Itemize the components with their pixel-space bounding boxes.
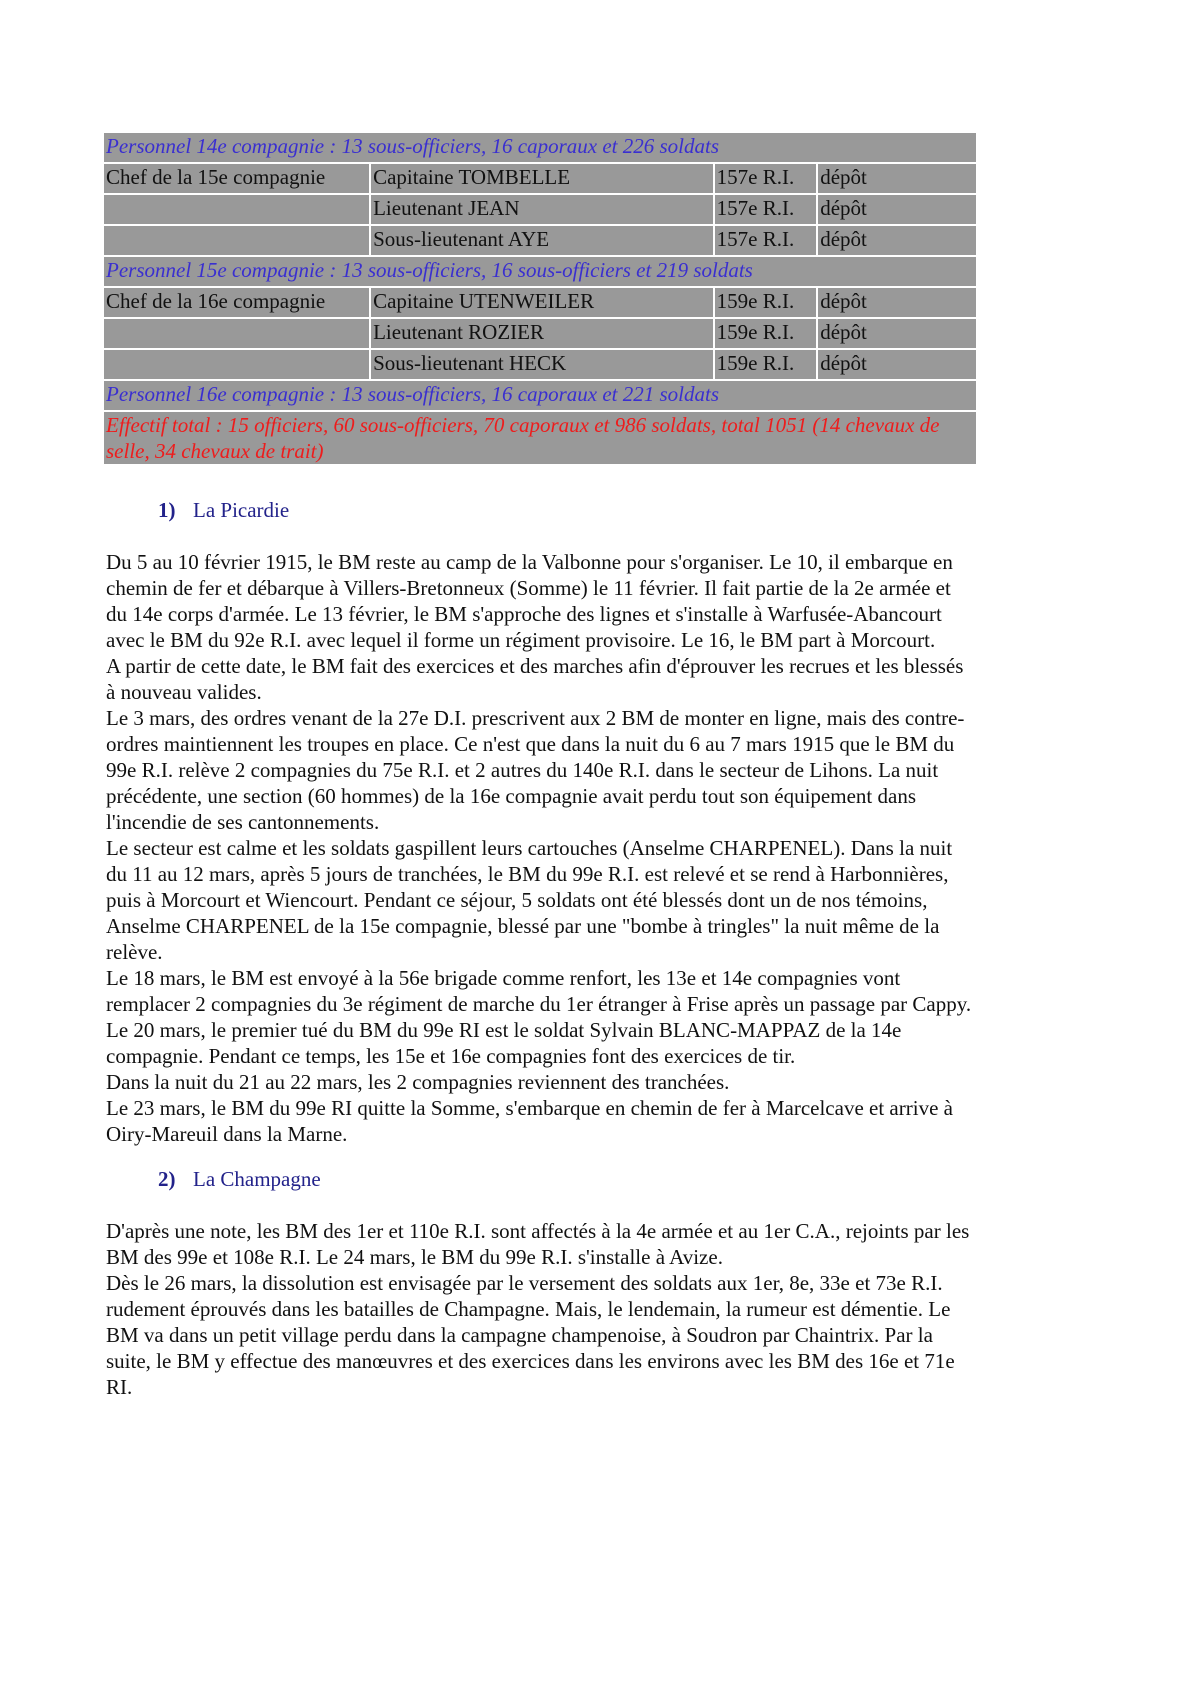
cell-origin: dépôt xyxy=(818,350,976,379)
table-row xyxy=(104,381,976,410)
text-line: chemin de fer et débarque à Villers-Bretonneux (Somme) le 11 février. Il fait partie de la 2e armée et xyxy=(106,576,951,600)
table-row xyxy=(104,350,976,379)
cell-name: Sous-lieutenant HECK xyxy=(371,350,713,379)
table-row xyxy=(104,319,976,348)
text-line: Le 23 mars, le BM du 99e RI quitte la Somme, s'embarque en chemin de fer à Marcelcave et arrive à xyxy=(106,1096,953,1120)
text-line: suite, le BM y effectue des manœuvres et des exercices dans les environs avec les BM des 16e et 71e xyxy=(106,1349,955,1373)
section-text-champagne xyxy=(106,1218,969,1400)
text-line: D'après une note, les BM des 1er et 110e R.I. sont affectés à la 4e armée et au 1er C.A., rejoints par les xyxy=(106,1219,970,1243)
section-number: 1) xyxy=(158,498,176,522)
section-title: La Picardie xyxy=(193,498,290,522)
section-title: La Champagne xyxy=(193,1167,321,1191)
text-line: Dès le 26 mars, la dissolution est envisagée par le versement des soldats aux 1er, 8e, 33e et 73e R.I. xyxy=(106,1271,943,1295)
text-line: du 11 au 12 mars, après 5 jours de tranchées, le BM du 99e R.I. est relevé et se rend à Harbonnières, xyxy=(106,862,949,886)
text-line: Le secteur est calme et les soldats gaspillent leurs cartouches (Anselme CHARPENEL). Dans la nuit xyxy=(106,836,953,860)
table-row xyxy=(104,412,976,464)
table-row xyxy=(104,226,976,255)
section-number: 2) xyxy=(158,1167,176,1191)
text-line: l'incendie de ses cantonnements. xyxy=(106,810,380,834)
text-line: Le 20 mars, le premier tué du BM du 99e RI est le soldat Sylvain BLANC-MAPPAZ de la 14e xyxy=(106,1018,902,1042)
text-line: du 14e corps d'armée. Le 13 février, le BM s'approche des lignes et s'installe à Warfusée-Abancourt xyxy=(106,602,942,626)
cell-role xyxy=(104,319,369,348)
cell-role: Chef de la 15e compagnie xyxy=(104,164,369,193)
company-personnel-summary: Personnel 14e compagnie : 13 sous-officiers, 16 caporaux et 226 soldats xyxy=(104,133,976,162)
cell-name: Sous-lieutenant AYE xyxy=(371,226,713,255)
text-line: précédente, une section (60 hommes) de la 16e compagnie avait perdu tout son équipement dans xyxy=(106,784,916,808)
text-line: BM des 99e et 108e R.I. Le 24 mars, le BM du 99e R.I. s'installe à Avize. xyxy=(106,1245,723,1269)
text-line: rudement éprouvés dans les batailles de Champagne. Mais, le lendemain, la rumeur est démentie. Le xyxy=(106,1297,951,1321)
text-line: compagnie. Pendant ce temps, les 15e et 16e compagnies font des exercices de tir. xyxy=(106,1044,796,1068)
text-line: remplacer 2 compagnies du 3e régiment de marche du 1er étranger à Frise après un passage par Cappy. xyxy=(106,992,972,1016)
section-heading-picardie xyxy=(158,498,289,523)
text-line: Anselme CHARPENEL de la 15e compagnie, blessé par une "bombe à tringles" la nuit même de la xyxy=(106,914,940,938)
text-line: Le 3 mars, des ordres venant de la 27e D.I. prescrivent aux 2 BM de monter en ligne, mais des contre- xyxy=(106,706,965,730)
section-text-picardie xyxy=(106,549,971,1147)
table-row xyxy=(104,164,976,193)
company-personnel-summary: Personnel 16e compagnie : 13 sous-officiers, 16 caporaux et 221 soldats xyxy=(104,381,976,410)
text-line: puis à Morcourt et Wiencourt. Pendant ce séjour, 5 soldats ont été blessés dont un de nos témoins, xyxy=(106,888,928,912)
cell-role xyxy=(104,195,369,224)
text-line: RI. xyxy=(106,1375,133,1399)
cell-role xyxy=(104,350,369,379)
cell-origin: dépôt xyxy=(818,319,976,348)
cell-unit: 159e R.I. xyxy=(715,350,817,379)
text-line: relève. xyxy=(106,940,163,964)
cell-unit: 159e R.I. xyxy=(715,319,817,348)
cell-name: Capitaine UTENWEILER xyxy=(371,288,713,317)
cell-role xyxy=(104,226,369,255)
cell-origin: dépôt xyxy=(818,226,976,255)
cell-name: Lieutenant ROZIER xyxy=(371,319,713,348)
text-line: 99e R.I. relève 2 compagnies du 75e R.I. et 2 autres du 140e R.I. dans le secteur de Lihons. La nuit xyxy=(106,758,939,782)
cell-role: Chef de la 16e compagnie xyxy=(104,288,369,317)
cell-unit: 157e R.I. xyxy=(715,226,817,255)
text-line: A partir de cette date, le BM fait des exercices et des marches afin d'éprouver les recrues et les blessés xyxy=(106,654,964,678)
total-strength-row: Effectif total : 15 officiers, 60 sous-officiers, 70 caporaux et 986 soldats, total 1051 (14 chevaux de selle, 34 chevaux de trait) xyxy=(104,412,976,464)
text-line: à nouveau valides. xyxy=(106,680,262,704)
table-row xyxy=(104,288,976,317)
table-row xyxy=(104,257,976,286)
text-line: ordres maintiennent les troupes en place. Ce n'est que dans la nuit du 6 au 7 mars 1915 que le BM du xyxy=(106,732,955,756)
text-line: avec le BM du 92e R.I. avec lequel il forme un régiment provisoire. Le 16, le BM part à Morcourt. xyxy=(106,628,936,652)
cell-origin: dépôt xyxy=(818,195,976,224)
text-line: Le 18 mars, le BM est envoyé à la 56e brigade comme renfort, les 13e et 14e compagnies vont xyxy=(106,966,901,990)
table-row xyxy=(104,133,976,162)
cell-name: Capitaine TOMBELLE xyxy=(371,164,713,193)
cell-unit: 157e R.I. xyxy=(715,164,817,193)
personnel-table xyxy=(102,131,978,466)
section-heading-champagne xyxy=(158,1167,321,1192)
text-line: BM va dans un petit village perdu dans la campagne champenoise, à Soudron par Chaintrix. Par la xyxy=(106,1323,933,1347)
cell-origin: dépôt xyxy=(818,288,976,317)
company-personnel-summary: Personnel 15e compagnie : 13 sous-officiers, 16 sous-officiers et 219 soldats xyxy=(104,257,976,286)
cell-unit: 159e R.I. xyxy=(715,288,817,317)
cell-name: Lieutenant JEAN xyxy=(371,195,713,224)
table-row xyxy=(104,195,976,224)
text-line: Oiry-Mareuil dans la Marne. xyxy=(106,1122,348,1146)
cell-origin: dépôt xyxy=(818,164,976,193)
cell-unit: 157e R.I. xyxy=(715,195,817,224)
text-line: Du 5 au 10 février 1915, le BM reste au camp de la Valbonne pour s'organiser. Le 10, il embarque en xyxy=(106,550,953,574)
text-line: Dans la nuit du 21 au 22 mars, les 2 compagnies reviennent des tranchées. xyxy=(106,1070,730,1094)
